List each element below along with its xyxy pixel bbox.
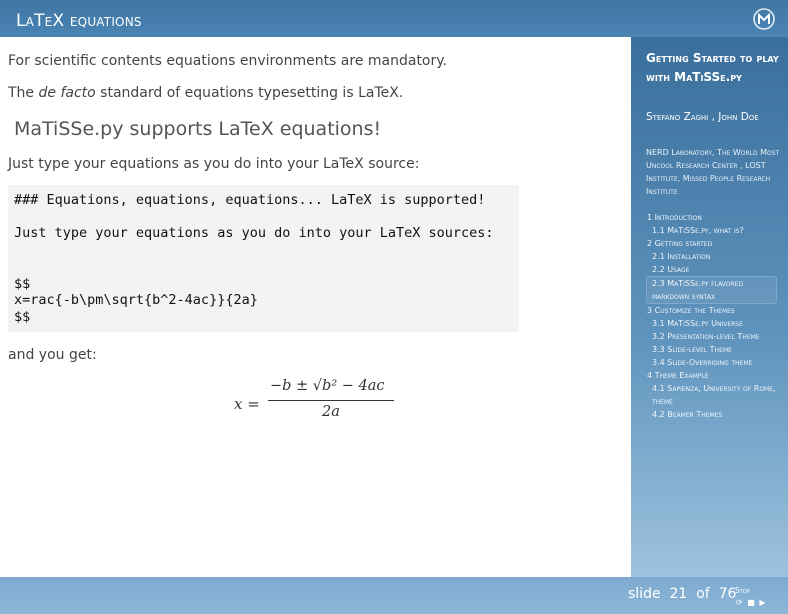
of-label: of <box>696 586 710 602</box>
code-line: $$ <box>14 276 31 292</box>
rendered-equation <box>234 375 404 425</box>
slide-content <box>0 37 631 577</box>
footer-bar <box>0 577 788 614</box>
paragraph-result: and you get: <box>8 347 97 363</box>
sidebar <box>631 37 788 577</box>
toc-subsection-universe[interactable]: 3.1 MaTiSSe.py Universe <box>652 319 743 328</box>
toc-subsection-overriding-theme[interactable]: 3.4 Slide-Overriding theme <box>652 358 753 367</box>
paragraph-intro: For scientific contents equations environments are mandatory. <box>8 53 447 69</box>
toc-subsection-what-is[interactable]: 1.1 MaTiSSe.py, what is? <box>652 226 744 235</box>
toc-section-customize-themes[interactable]: 3 Customize the Themes <box>647 306 735 315</box>
equation-lhs: x = <box>234 395 260 413</box>
code-line: $$ <box>14 309 31 325</box>
code-line: Just type your equations as you do into your LaTeX sources: <box>14 225 494 241</box>
stop-button[interactable]: Stop <box>735 586 750 595</box>
playback-controls[interactable]: ⟳ ■ ▶ <box>736 598 767 607</box>
toc-subsection-beamer-themes[interactable]: 4.2 Beamer Themes <box>652 410 723 419</box>
toc-subsection-presentation-theme[interactable]: 3.2 Presentation-level Theme <box>652 332 760 341</box>
toc-subsection-installation[interactable]: 2.1 Installation <box>652 252 711 261</box>
toc-section-introduction[interactable]: 1 Introduction <box>647 213 702 222</box>
presentation-authors: Stefano Zaghi , John Doe <box>646 111 759 123</box>
slide-label: slide <box>628 586 661 602</box>
table-of-contents <box>647 211 787 421</box>
total-slides: 76 <box>718 586 737 602</box>
paragraph-instructions: Just type your equations as you do into your LaTeX source: <box>8 156 420 172</box>
toc-subsection-markdown-syntax[interactable]: 2.3 MaTiSSe.py flavored markdown syntax <box>646 276 777 304</box>
toc-subsection-sapienza-theme[interactable]: 4.1 Sapienza, University of Rome, theme <box>652 384 776 406</box>
emphasis-text: de facto <box>38 85 96 101</box>
slide-title: LaTeX equations <box>16 11 142 31</box>
paragraph-text: standard of equations typesetting is LaTeX. <box>95 85 404 101</box>
logo-icon <box>752 7 776 31</box>
current-slide-number: 21 <box>669 586 688 602</box>
section-heading: MaTiSSe.py supports LaTeX equations! <box>14 118 382 140</box>
toc-section-getting-started[interactable]: 2 Getting started <box>647 239 713 248</box>
equation-numerator: −b ± √b² − 4ac <box>270 378 385 394</box>
code-block <box>8 185 519 332</box>
toc-subsection-slide-theme[interactable]: 3.3 Slide-level Theme <box>652 345 732 354</box>
presentation-institutions: NERD Laboratory, The World Most Uncool Research Center , LOST Institute, Missed People Research Institute <box>646 148 780 196</box>
paragraph-text: The <box>8 85 39 101</box>
equation-denominator: 2a <box>322 404 340 420</box>
slide-counter <box>628 586 736 602</box>
code-line: x=rac{-b\pm\sqrt{b^2-4ac}}{2a} <box>14 292 258 308</box>
fraction-bar <box>268 400 394 401</box>
paragraph-de-facto <box>8 85 403 101</box>
toc-subsection-usage[interactable]: 2.2 Usage <box>652 265 690 274</box>
toc-section-theme-example[interactable]: 4 Theme Example <box>647 371 709 380</box>
code-line: ### Equations, equations, equations... LaTeX is supported! <box>14 192 486 208</box>
presentation-title: Getting Started to play with MaTiSSe.py <box>646 51 779 84</box>
header-bar <box>0 0 788 37</box>
